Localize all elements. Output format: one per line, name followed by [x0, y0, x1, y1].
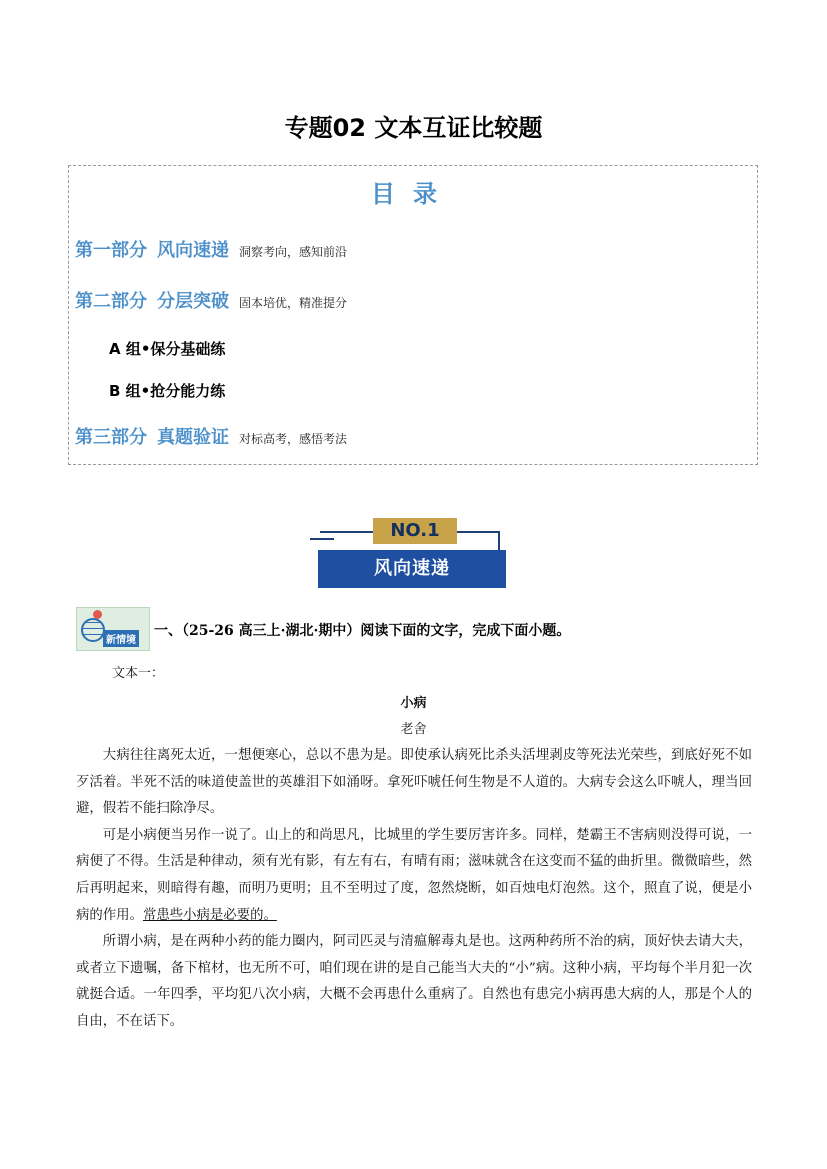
alert-dot-icon [93, 610, 102, 619]
toc-part-2-desc: 固本培优，精准提分 [239, 296, 348, 310]
paragraph: 大病往往离死太近，一想便寒心，总以不患为是。即使承认病死比杀头活埋剥皮等死法光荣些，到底好死不如歹活着。半死不活的味道使盖世的英雄泪下如涌呀。拿死吓唬任何生物是不人道的。大病专会这么吓唬人，理当回避，假若不能扫除净尽。 [76, 748, 752, 817]
toc-part-1-desc: 洞察考向，感知前沿 [239, 245, 348, 259]
passage-title: 小病 [400, 696, 427, 711]
toc-part-2[interactable] [75, 287, 347, 313]
banner-number: NO.1 [373, 518, 457, 544]
table-of-contents [68, 165, 758, 465]
new-context-badge [76, 607, 150, 651]
banner-line-right [457, 531, 499, 533]
toc-part-3[interactable] [75, 423, 347, 449]
passage-author: 老舍 [400, 722, 427, 737]
globe-icon [81, 618, 105, 642]
toc-group-b[interactable]: B 组•抢分能力练 [109, 382, 226, 400]
question-prompt: 一、（25-26 高三上·湖北·期中）阅读下面的文字，完成下面小题。 [154, 623, 571, 639]
toc-heading: 目录 [371, 180, 455, 208]
toc-group-a[interactable]: A 组•保分基础练 [109, 340, 226, 358]
toc-part-3-name: 真题验证 [157, 427, 229, 448]
banner-line-stub [310, 538, 334, 540]
banner-line-left [320, 531, 376, 533]
paragraph [76, 823, 752, 929]
toc-part-2-label: 第二部分 [75, 291, 147, 312]
toc-part-1[interactable] [75, 236, 347, 262]
toc-part-2-name: 分层突破 [157, 291, 229, 312]
badge-label: 新情境 [103, 630, 139, 647]
paragraph: 所谓小病，是在两种小药的能力圈内，阿司匹灵与清瘟解毒丸是也。这两种药所不治的病，顶好快去请大夫，或者立下遗嘱，备下棺材，也无所不可，咱们现在讲的是自己能当大夫的“小”病。这种小病，平均每个半月犯一次就挺合适。一年四季，平均犯八次小病，大概不会再患什么重病了。自然也有患完小病再患大病的人，那是个人的自由，不在话下。 [76, 934, 752, 1029]
underlined-sentence: 常患些小病是必要的。 [142, 907, 277, 923]
passage-body [76, 743, 752, 1036]
passage-label: 文本一： [112, 666, 165, 681]
toc-part-1-name: 风向速递 [157, 240, 229, 261]
paragraph-text: 可是小病便当另作一说了。山上的和尚思凡，比城里的学生要厉害许多。同样，楚霸王不害病则没得可说，一病便了不得。生活是种律动，须有光有影，有左有右，有晴有雨；滋味就含在这变而不猛的曲折里。微微暗些，然后再明起来，则暗得有趣，而明乃更明；且不至明过了度，忽然烧断，如百烛电灯泡然。这个，照直了说，便是小病的作用。 [76, 827, 752, 923]
toc-part-3-label: 第三部分 [75, 427, 147, 448]
banner-label: 风向速递 [318, 550, 506, 588]
banner-line-drop [498, 531, 500, 551]
section-banner [310, 518, 520, 590]
toc-part-3-desc: 对标高考，感悟考法 [239, 432, 348, 446]
document-title: 专题02 文本互证比较题 [284, 114, 543, 142]
toc-part-1-label: 第一部分 [75, 240, 147, 261]
